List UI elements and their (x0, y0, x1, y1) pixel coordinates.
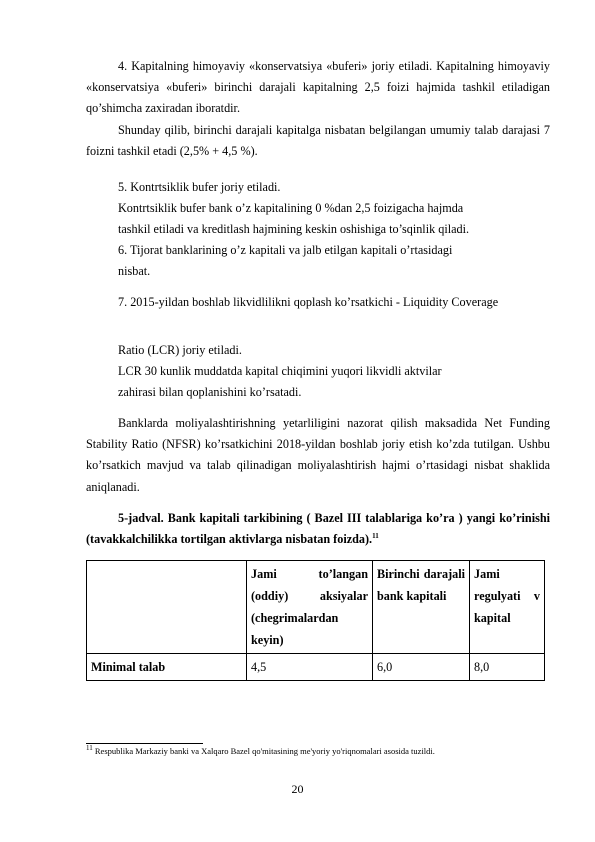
paragraph-kontrtsiklik-line2: tashkil etiladi va kreditlash hajmining keskin oshishiga to’sqinlik qiladi. (118, 222, 470, 236)
paragraph-nfsr: Banklarda moliyalashtirishning yetarliligini nazorat qilish maksadida Net Funding Stability Ratio (NFSR) ko’rsatkichini 2018-yildan boshlab joriy etish ko’zda tutilgan. Ushbu ko’rsatkich mavjud va talab qilinadigan moliyalashtirish hajmi o’rtasidagi nisbat shaklida aniqlanadi. (86, 416, 550, 494)
table-cell-value: 8,0 (470, 654, 545, 681)
page-number: 20 (291, 782, 304, 796)
paragraph-lcr-ratio: Ratio (LCR) joriy etiladi. (118, 343, 242, 357)
paragraph-kontrtsiklik-line1: Kontrtsiklik bufer bank o’z kapitalining 0 %dan 2,5 foizigacha hajmda (118, 201, 464, 215)
table-cell-value: 4,5 (247, 654, 373, 681)
footnote (86, 746, 486, 757)
paragraph-lcr-line2: zahirasi bilan qoplanishini ko’rsatadi. (118, 385, 302, 399)
table-row (87, 654, 545, 681)
footnote-text: Respublika Markaziy banki va Xalqaro Bazel qo'mitasining me'yoriy yo'riqnomalari asosida tuzildi. (94, 746, 435, 756)
table-header-birinchi-darajali: Birinchi darajali bank kapitali (373, 561, 470, 654)
table-header-row (87, 561, 545, 654)
footnote-divider (86, 743, 203, 744)
paragraph-lcr-line1: LCR 30 kunlik muddatda kapital chiqimini yuqori likvidli aktvilar (118, 364, 442, 378)
paragraph-lcr-intro: 7. 2015-yildan boshlab likvidlilikni qoplash ko’rsatkichi - Liquidity Coverage (118, 295, 499, 309)
table-caption (86, 508, 550, 550)
table-header-empty (87, 561, 247, 654)
paragraph-kapital-nisbat-line2: nisbat. (118, 264, 151, 278)
footnote-ref: 11 (372, 532, 379, 541)
table-cell-value: 6,0 (373, 654, 470, 681)
table-header-oddiy-aksiyalar: Jami to’langan (oddiy) aksiyalar (chegrimalardan keyin) (247, 561, 373, 654)
paragraph-kapital-nisbat-line1: 6. Tijorat banklarining o’z kapitali va jalb etilgan kapitali o’rtasidagi (118, 243, 453, 257)
footnote-number: 11 (86, 744, 93, 753)
table-cell-row-label: Minimal talab (87, 654, 247, 681)
paragraph-kontrtsiklik-title: 5. Kontrtsiklik bufer joriy etiladi. (118, 180, 281, 194)
paragraph-umumiy-talab: Shunday qilib, birinchi darajali kapitalga nisbatan belgilangan umumiy talab darajasi 7 foizni tashkil etadi (2,5% + 4,5 %). (86, 123, 550, 159)
table-caption-text: 5-jadval. Bank kapitali tarkibining ( Bazel III talablariga ko’ra ) yangi ko’rinishi (tavakkalchilikka tortilgan aktivlarga nisbatan foizda). (86, 511, 550, 547)
paragraph-konservatsiya-buferi: 4. Kapitalning himoyaviy «konservatsiya «buferi» joriy etiladi. Kapitalning himoyaviy «konservatsiya «buferi» birinchi darajali kapitalning 2,5 foizi hajmida tashkil etiladigan qo’shimcha zaxiradan iboratdir. (86, 59, 550, 116)
capital-structure-table (86, 560, 545, 681)
table-header-jami-regulyativ: Jami regulyati v kapital (470, 561, 545, 654)
